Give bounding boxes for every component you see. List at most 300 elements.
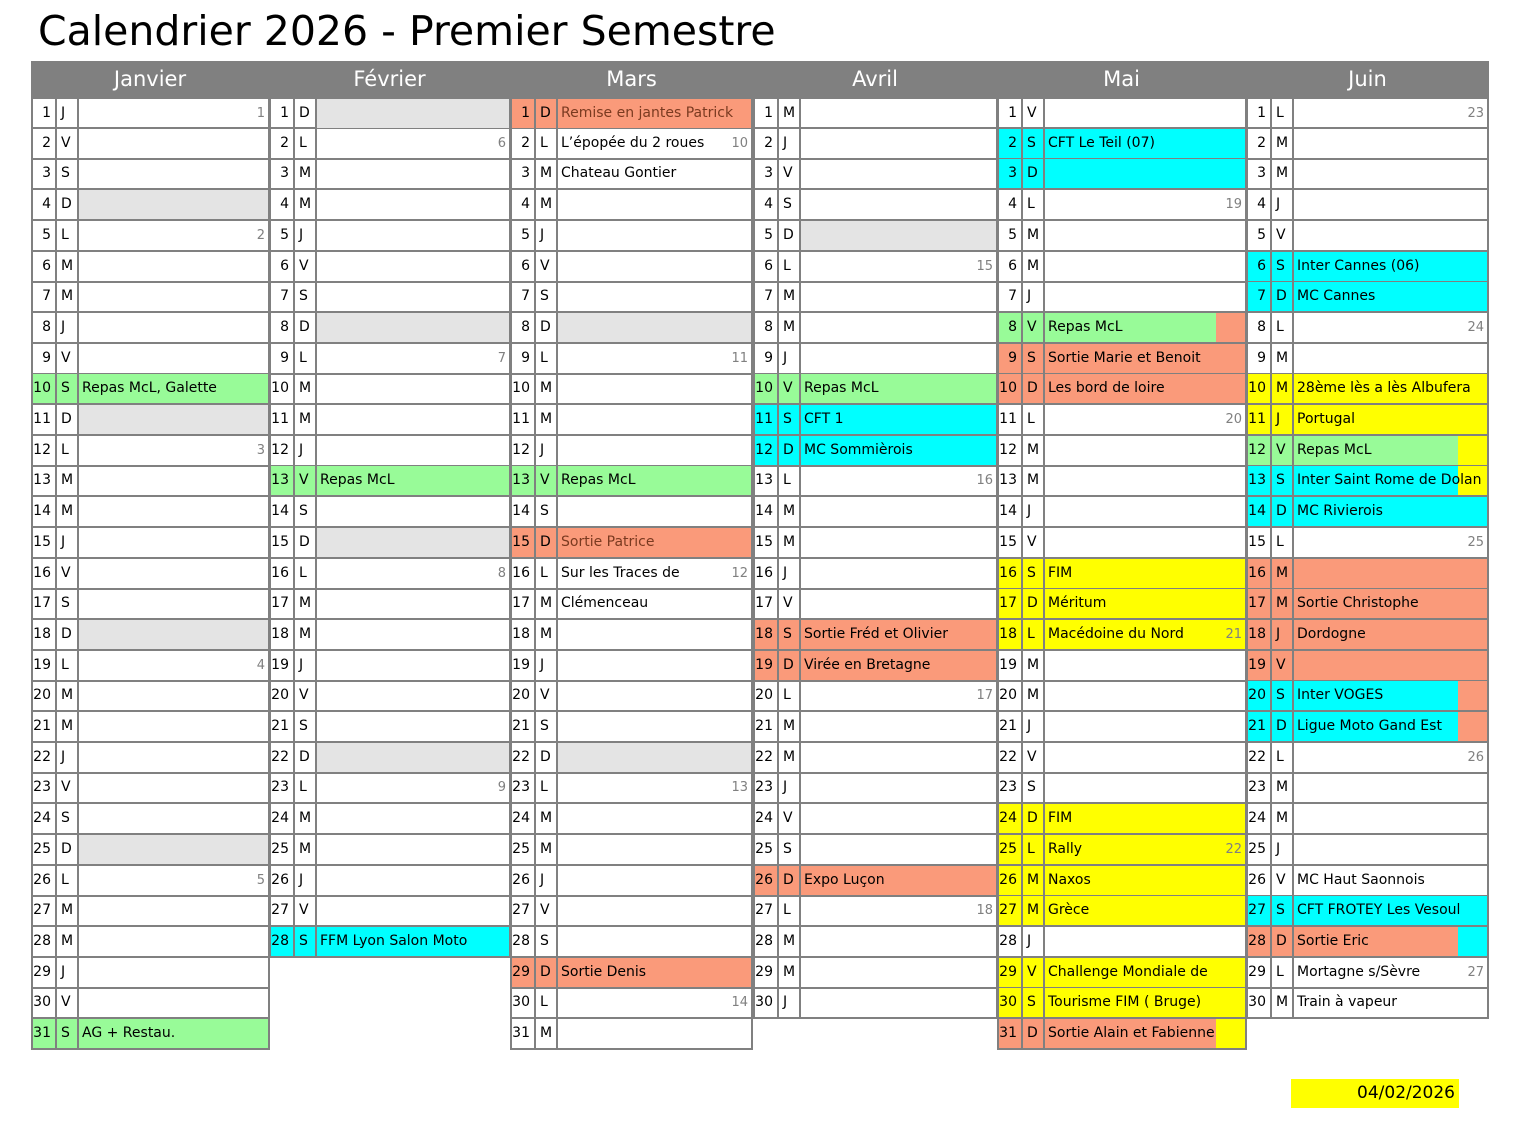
event-cell <box>1294 497 1487 526</box>
weekday-letter: L <box>536 988 558 1017</box>
day-number: 30 <box>1248 988 1272 1017</box>
event-cell <box>1045 374 1245 403</box>
event-label: Clémenceau <box>561 595 649 611</box>
week-number: 5 <box>256 873 265 888</box>
week-number: 25 <box>1467 535 1484 550</box>
day-number: 11 <box>33 405 57 434</box>
day-number: 24 <box>271 804 295 833</box>
weekday-letter: S <box>779 835 801 864</box>
day-number: 24 <box>999 804 1023 833</box>
weekday-letter: M <box>295 835 317 864</box>
week-number: 12 <box>731 566 748 581</box>
day-row <box>753 159 998 190</box>
weekday-letter: V <box>536 681 558 710</box>
event-label: Repas McL <box>1297 442 1372 458</box>
day-number: 3 <box>33 159 57 188</box>
event-label: FIM <box>1048 565 1073 581</box>
weekday-letter: M <box>779 313 801 342</box>
day-row <box>1246 374 1489 405</box>
day-row <box>753 436 998 467</box>
event-cell <box>801 497 996 526</box>
day-number: 4 <box>512 190 536 219</box>
day-row <box>510 958 753 989</box>
event-label: MC Rivierois <box>1297 503 1383 519</box>
day-number: 29 <box>999 958 1023 987</box>
event-cell <box>1045 896 1245 925</box>
day-number: 5 <box>33 221 57 250</box>
event-label: Macédoine du Nord <box>1048 626 1184 642</box>
weekday-letter: J <box>295 221 317 250</box>
day-number: 1 <box>271 99 295 128</box>
weekday-letter: M <box>295 804 317 833</box>
week-number: 18 <box>976 903 993 918</box>
event-cell <box>1294 958 1487 987</box>
day-row <box>510 159 753 190</box>
week-number: 20 <box>1225 412 1242 427</box>
event-cell <box>1045 927 1245 956</box>
event-cell <box>1045 99 1245 128</box>
week-number: 21 <box>1225 627 1242 642</box>
weekday-letter: M <box>779 99 801 128</box>
event-cell <box>558 282 751 311</box>
day-row <box>31 313 270 344</box>
weekday-letter: M <box>1023 896 1045 925</box>
day-number: 1 <box>512 99 536 128</box>
weekday-letter: L <box>57 866 79 895</box>
day-number: 23 <box>1248 773 1272 802</box>
day-number: 3 <box>1248 159 1272 188</box>
event-cell <box>558 466 751 495</box>
event-cell <box>558 620 751 649</box>
day-number: 28 <box>999 927 1023 956</box>
day-number: 9 <box>512 344 536 373</box>
day-row <box>753 97 998 129</box>
day-row <box>510 620 753 651</box>
weekday-letter: S <box>57 1019 79 1048</box>
weekday-letter: D <box>536 958 558 987</box>
event-label: MC Haut Saonnois <box>1297 872 1425 888</box>
day-number: 28 <box>512 927 536 956</box>
weekday-letter: S <box>1023 988 1045 1017</box>
event-cell <box>558 927 751 956</box>
day-row <box>510 743 753 774</box>
event-cell <box>1294 466 1487 495</box>
day-number: 23 <box>512 773 536 802</box>
day-number: 28 <box>1248 927 1272 956</box>
weekday-letter: D <box>536 99 558 128</box>
day-number: 21 <box>1248 712 1272 741</box>
weekday-letter: L <box>295 344 317 373</box>
day-row <box>269 97 511 129</box>
day-row <box>510 313 753 344</box>
event-cell <box>558 896 751 925</box>
weekday-letter: S <box>779 405 801 434</box>
weekday-letter: J <box>295 436 317 465</box>
weekday-letter: M <box>536 190 558 219</box>
event-label: Challenge Mondiale de <box>1048 964 1208 980</box>
weekday-letter: J <box>1023 927 1045 956</box>
day-row <box>997 835 1247 866</box>
weekday-letter: L <box>57 436 79 465</box>
day-row <box>269 681 511 712</box>
day-row <box>1246 896 1489 927</box>
event-cell <box>558 988 751 1017</box>
day-number: 18 <box>271 620 295 649</box>
weekday-letter: J <box>779 129 801 158</box>
week-number: 4 <box>256 658 265 673</box>
event-cell <box>79 528 268 557</box>
day-number: 5 <box>271 221 295 250</box>
day-number: 8 <box>1248 313 1272 342</box>
month-header: Juin <box>1246 61 1489 97</box>
day-row <box>31 712 270 743</box>
week-number: 6 <box>497 136 506 151</box>
weekday-letter: M <box>536 620 558 649</box>
weekday-letter: J <box>57 313 79 342</box>
day-row <box>997 927 1247 958</box>
event-cell <box>558 190 751 219</box>
weekday-letter: M <box>1023 436 1045 465</box>
event-label: Repas McL <box>320 472 395 488</box>
weekday-letter: V <box>1023 528 1045 557</box>
day-row <box>753 466 998 497</box>
weekday-letter: D <box>536 528 558 557</box>
weekday-letter: J <box>536 221 558 250</box>
weekday-letter: S <box>779 620 801 649</box>
event-cell <box>801 252 996 281</box>
weekday-letter: V <box>1272 651 1294 680</box>
event-cell <box>1294 190 1487 219</box>
week-number: 22 <box>1225 842 1242 857</box>
day-number: 16 <box>999 559 1023 588</box>
weekday-letter: M <box>779 743 801 772</box>
day-number: 12 <box>999 436 1023 465</box>
weekday-letter: D <box>1272 927 1294 956</box>
weekday-letter: J <box>779 773 801 802</box>
day-number: 27 <box>1248 896 1272 925</box>
day-number: 2 <box>1248 129 1272 158</box>
day-number: 22 <box>33 743 57 772</box>
event-label: Remise en jantes Patrick <box>561 105 734 121</box>
event-cell <box>1045 712 1245 741</box>
day-number: 22 <box>271 743 295 772</box>
event-cell <box>1294 282 1487 311</box>
day-number: 2 <box>33 129 57 158</box>
weekday-letter: J <box>1272 190 1294 219</box>
day-row <box>510 436 753 467</box>
event-cell <box>1045 804 1245 833</box>
day-row <box>753 620 998 651</box>
day-number: 26 <box>512 866 536 895</box>
weekday-letter: J <box>295 866 317 895</box>
day-number: 4 <box>1248 190 1272 219</box>
event-cell <box>317 743 509 772</box>
event-cell <box>801 651 996 680</box>
day-number: 1 <box>755 99 779 128</box>
day-number: 6 <box>1248 252 1272 281</box>
day-number: 9 <box>33 344 57 373</box>
event-cell <box>1045 743 1245 772</box>
day-number: 25 <box>755 835 779 864</box>
event-cell <box>558 958 751 987</box>
weekday-letter: J <box>1023 497 1045 526</box>
day-number: 8 <box>999 313 1023 342</box>
day-number: 12 <box>512 436 536 465</box>
weekday-letter: M <box>1272 988 1294 1017</box>
weekday-letter: D <box>295 313 317 342</box>
event-label: Inter VOGES <box>1297 687 1384 703</box>
day-number: 23 <box>755 773 779 802</box>
day-row <box>997 804 1247 835</box>
event-cell <box>1294 927 1487 956</box>
weekday-letter: D <box>1272 282 1294 311</box>
weekday-letter: V <box>295 466 317 495</box>
event-cell <box>79 651 268 680</box>
day-row <box>997 712 1247 743</box>
day-row <box>1246 528 1489 559</box>
day-row <box>1246 252 1489 283</box>
day-number: 7 <box>999 282 1023 311</box>
weekday-letter: V <box>536 252 558 281</box>
day-number: 11 <box>1248 405 1272 434</box>
weekday-letter: V <box>1272 436 1294 465</box>
day-number: 6 <box>512 252 536 281</box>
event-cell <box>558 835 751 864</box>
day-number: 14 <box>271 497 295 526</box>
day-number: 21 <box>755 712 779 741</box>
event-label: AG + Restau. <box>82 1025 176 1041</box>
event-cell <box>801 405 996 434</box>
event-label: Grèce <box>1048 902 1090 918</box>
day-row <box>1246 344 1489 375</box>
day-row <box>269 559 511 590</box>
month-header: Mars <box>510 61 753 97</box>
week-number: 8 <box>497 566 506 581</box>
event-label: Sortie Christophe <box>1297 595 1419 611</box>
day-number: 29 <box>1248 958 1272 987</box>
event-cell <box>801 344 996 373</box>
day-number: 31 <box>999 1019 1023 1048</box>
event-cell <box>1294 374 1487 403</box>
week-number: 24 <box>1467 320 1484 335</box>
day-row <box>31 866 270 897</box>
day-row <box>997 129 1247 160</box>
weekday-letter: S <box>57 159 79 188</box>
day-number: 24 <box>1248 804 1272 833</box>
day-number: 19 <box>512 651 536 680</box>
event-cell <box>79 712 268 741</box>
event-cell <box>1045 651 1245 680</box>
weekday-letter: S <box>1272 466 1294 495</box>
day-row <box>1246 559 1489 590</box>
day-number: 20 <box>33 681 57 710</box>
weekday-letter: V <box>779 159 801 188</box>
day-number: 27 <box>271 896 295 925</box>
weekday-letter: S <box>536 497 558 526</box>
weekday-letter: L <box>295 559 317 588</box>
week-number: 16 <box>976 473 993 488</box>
day-row <box>510 282 753 313</box>
event-cell <box>79 99 268 128</box>
day-row <box>510 1019 753 1050</box>
event-cell <box>79 282 268 311</box>
day-row <box>31 1019 270 1050</box>
day-number: 6 <box>271 252 295 281</box>
event-cell <box>1045 313 1245 342</box>
event-cell <box>558 159 751 188</box>
event-cell <box>558 773 751 802</box>
day-row <box>753 344 998 375</box>
event-cell <box>558 804 751 833</box>
event-cell <box>1294 559 1487 588</box>
weekday-letter: M <box>57 896 79 925</box>
event-cell <box>317 866 509 895</box>
day-row <box>510 497 753 528</box>
day-number: 9 <box>271 344 295 373</box>
day-number: 22 <box>755 743 779 772</box>
day-number: 20 <box>999 681 1023 710</box>
event-label: Dordogne <box>1297 626 1366 642</box>
weekday-letter: V <box>1023 743 1045 772</box>
event-cell <box>801 589 996 618</box>
day-row <box>31 804 270 835</box>
weekday-letter: M <box>57 252 79 281</box>
day-row <box>997 958 1247 989</box>
weekday-letter: V <box>1023 313 1045 342</box>
event-cell <box>558 528 751 557</box>
day-number: 14 <box>755 497 779 526</box>
day-number: 24 <box>512 804 536 833</box>
day-row <box>753 559 998 590</box>
day-row <box>510 896 753 927</box>
weekday-letter: L <box>1023 835 1045 864</box>
day-row <box>997 528 1247 559</box>
weekday-letter: J <box>57 528 79 557</box>
event-cell <box>79 1019 268 1048</box>
event-cell <box>1294 681 1487 710</box>
day-row <box>1246 282 1489 313</box>
weekday-letter: J <box>1272 405 1294 434</box>
weekday-letter: L <box>295 773 317 802</box>
day-row <box>997 374 1247 405</box>
event-label: Sortie Alain et Fabienne <box>1048 1025 1215 1041</box>
day-number: 26 <box>999 866 1023 895</box>
event-cell <box>558 866 751 895</box>
day-number: 7 <box>755 282 779 311</box>
weekday-letter: M <box>1272 374 1294 403</box>
day-row <box>1246 651 1489 682</box>
event-cell <box>1045 436 1245 465</box>
event-cell <box>317 99 509 128</box>
event-cell <box>1294 620 1487 649</box>
weekday-letter: V <box>779 374 801 403</box>
day-row <box>269 497 511 528</box>
event-cell <box>1294 252 1487 281</box>
week-number: 13 <box>731 780 748 795</box>
event-cell <box>558 651 751 680</box>
event-cell <box>801 988 996 1017</box>
event-cell <box>317 927 509 956</box>
weekday-letter: M <box>1272 804 1294 833</box>
event-cell <box>801 159 996 188</box>
weekday-letter: V <box>779 589 801 618</box>
day-number: 2 <box>512 129 536 158</box>
event-cell <box>1294 835 1487 864</box>
event-cell <box>1294 651 1487 680</box>
event-cell <box>558 436 751 465</box>
event-cell <box>1294 773 1487 802</box>
event-cell <box>1045 190 1245 219</box>
day-row <box>269 374 511 405</box>
event-label: Naxos <box>1048 872 1091 888</box>
day-row <box>1246 743 1489 774</box>
event-cell <box>1045 282 1245 311</box>
weekday-letter: M <box>57 466 79 495</box>
weekday-letter: J <box>779 344 801 373</box>
day-number: 30 <box>999 988 1023 1017</box>
day-number: 7 <box>33 282 57 311</box>
event-cell <box>801 835 996 864</box>
event-cell <box>317 374 509 403</box>
event-cell <box>1045 497 1245 526</box>
day-number: 18 <box>33 620 57 649</box>
weekday-letter: M <box>536 804 558 833</box>
event-cell <box>558 344 751 373</box>
event-cell <box>79 313 268 342</box>
event-label: 28ème lès a lès Albufera <box>1297 380 1471 396</box>
day-number: 6 <box>755 252 779 281</box>
weekday-letter: S <box>1272 681 1294 710</box>
day-row <box>1246 927 1489 958</box>
day-number: 18 <box>512 620 536 649</box>
weekday-letter: M <box>1272 159 1294 188</box>
day-row <box>31 159 270 190</box>
day-row <box>31 374 270 405</box>
event-cell <box>801 773 996 802</box>
weekday-letter: M <box>779 528 801 557</box>
month-header: Mai <box>997 61 1246 97</box>
weekday-letter: S <box>1023 344 1045 373</box>
event-label: Sortie Denis <box>561 964 647 980</box>
day-row <box>510 651 753 682</box>
weekday-letter: D <box>1023 1019 1045 1048</box>
day-row <box>997 1019 1247 1050</box>
event-cell <box>801 221 996 250</box>
day-row <box>1246 620 1489 651</box>
event-cell <box>79 374 268 403</box>
day-row <box>31 958 270 989</box>
event-cell <box>1045 773 1245 802</box>
day-row <box>31 528 270 559</box>
date-stamp: 04/02/2026 <box>1291 1079 1459 1108</box>
page-title: Calendrier 2026 - Premier Semestre <box>38 7 776 55</box>
day-number: 30 <box>512 988 536 1017</box>
event-cell <box>79 497 268 526</box>
day-row <box>31 559 270 590</box>
day-row <box>510 866 753 897</box>
day-number: 14 <box>512 497 536 526</box>
weekday-letter: M <box>536 374 558 403</box>
weekday-letter: M <box>536 405 558 434</box>
day-number: 8 <box>755 313 779 342</box>
weekday-letter: L <box>1272 743 1294 772</box>
event-cell <box>558 712 751 741</box>
event-label: Tourisme FIM ( Bruge) <box>1048 994 1202 1010</box>
weekday-letter: S <box>1272 252 1294 281</box>
event-cell <box>801 927 996 956</box>
event-cell <box>79 988 268 1017</box>
day-row <box>753 405 998 436</box>
